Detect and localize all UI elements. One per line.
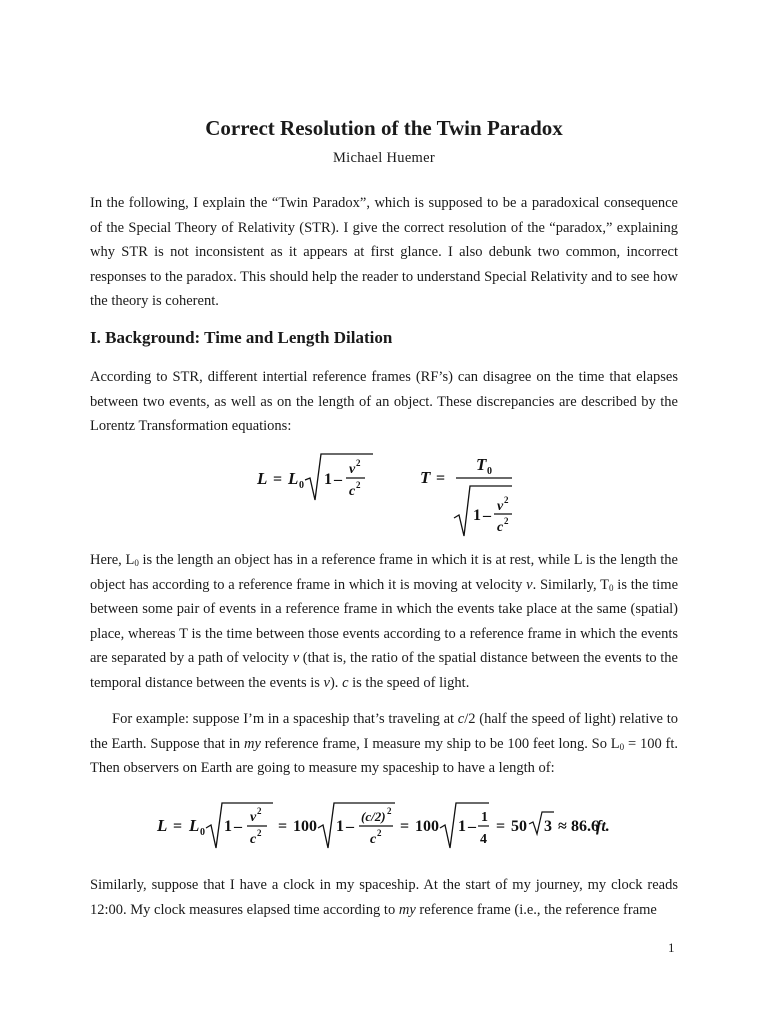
p2-e: (that is, the ratio of the spatial distance between the events to the temporal distance between the events is xyxy=(90,650,678,691)
eq3-t2-one: 1 xyxy=(336,818,344,835)
p2-a: Here, L xyxy=(90,552,135,568)
eq3-t1-den-exp: 2 xyxy=(257,828,262,838)
p3-sub: 0 xyxy=(619,741,625,752)
eq3-t2-num: (c/2) xyxy=(361,809,386,824)
length-contraction-equation xyxy=(255,448,375,508)
worked-example-equation xyxy=(155,798,615,856)
eq1-equals: = xyxy=(273,471,283,488)
eq1-minus: – xyxy=(334,471,342,488)
eq3-t3-one: 1 xyxy=(458,818,466,835)
p2-v1: v xyxy=(526,576,533,593)
section-paragraph-3 xyxy=(90,707,678,781)
eq3-equals-1: = xyxy=(173,818,183,835)
eq3-unit: ft. xyxy=(596,818,610,835)
section-paragraph-4 xyxy=(90,873,678,922)
eq3-t1-den: c xyxy=(250,832,257,847)
eq2-equals: = xyxy=(436,470,446,487)
eq3-result: 86.6 xyxy=(571,818,599,835)
eq3-fifty: 50 xyxy=(511,818,527,835)
eq3-hundred-1: 100 xyxy=(293,818,317,835)
p2-g: is the speed of light. xyxy=(348,674,470,691)
eq3-equals-4: = xyxy=(496,818,506,835)
eq1-one: 1 xyxy=(324,471,332,488)
p2-c-var: c xyxy=(342,674,349,691)
section-heading: I. Background: Time and Length Dilation xyxy=(90,328,393,347)
section-paragraph-2 xyxy=(90,548,678,695)
page-number: 1 xyxy=(668,940,675,955)
eq3-lhs: L xyxy=(157,816,168,835)
eq3-t3-num: 1 xyxy=(481,810,488,825)
eq1-den: c xyxy=(349,484,356,499)
author-name: Michael Huemer xyxy=(332,150,436,166)
p2-sub-2: 0 xyxy=(609,582,614,593)
eq1-den-exp: 2 xyxy=(356,480,361,490)
p4-a: Similarly, suppose that I have a clock in my spaceship. At the start of my journey, my clock reads 12:00. My clock measures elapsed time according to xyxy=(90,877,678,918)
eq2-lhs: T xyxy=(420,468,431,487)
intro-paragraph: In the following, I explain the “Twin Paradox”, which is supposed to be a paradoxical consequence of the Special Theory of Relativity (STR). I give the correct resolution of the “paradox,” explaining why STR is not inconsistent as it appears at first glance. I also debunk two common, incorrect responses to the paradox. This should help the reader to understand Special Relativity and to see how the theory is coherent. xyxy=(90,195,678,309)
p4-b: reference frame (i.e., the reference frame xyxy=(415,901,657,918)
p3-c: c xyxy=(457,711,465,727)
eq3-equals-3: = xyxy=(400,818,410,835)
p3-b: /2 (half the speed of light) relative to the Earth. Suppose that in xyxy=(90,711,678,752)
p2-sub-1: 0 xyxy=(134,558,139,568)
eq3-t3-minus: – xyxy=(468,818,476,835)
eq3-t1-num: v xyxy=(250,810,257,825)
eq2-den-exp: 2 xyxy=(504,516,509,526)
eq3-approx: ≈ xyxy=(558,818,567,835)
eq3-t1-one: 1 xyxy=(224,818,232,835)
p2-v2: v xyxy=(292,650,300,666)
eq3-l0: L xyxy=(189,816,200,835)
eq2-den: c xyxy=(497,520,504,535)
eq3-t2-den: c xyxy=(370,832,377,847)
section-paragraph-1: According to STR, different intertial reference frames (RF’s) can disagree on the time that elapses between two events, as well as on the length of an object. These discrepancies are described by the Lorentz Transformation equations: xyxy=(90,369,678,434)
p2-b: is the length an object has in a reference frame in which it is at rest, while L is the length the object has according to a reference frame in which it is moving at velocity xyxy=(90,552,678,593)
eq1-sub: 0 xyxy=(299,480,304,491)
p2-d: is the time between some pair of events in a reference frame in which the events take place at the same (spatial) place, whereas T is the time between those events according to a reference frame in which the events are separated by a path of velocity xyxy=(90,576,678,666)
eq2-minus: – xyxy=(483,507,491,524)
eq1-lhs: L xyxy=(257,469,268,488)
eq2-num: v xyxy=(497,499,504,514)
eq3-equals-2: = xyxy=(278,818,288,835)
eq2-exp: 2 xyxy=(504,495,509,505)
p2-c: . Similarly, T xyxy=(532,576,610,593)
eq3-t1-exp: 2 xyxy=(257,806,262,816)
eq3-t3-den: 4 xyxy=(480,832,487,847)
p3-a: For example: suppose I’m in a spaceship that’s traveling at xyxy=(112,711,458,727)
eq3-t2-exp: 2 xyxy=(387,806,392,816)
eq3-sub: 0 xyxy=(200,827,205,838)
p3-d: = 100 ft. Then observers on Earth are going to measure my spaceship to have a length of: xyxy=(90,735,679,776)
eq1-exp: 2 xyxy=(356,458,361,468)
p2-v3: v xyxy=(323,674,330,691)
paper-title: Correct Resolution of the Twin Paradox xyxy=(205,116,563,140)
p3-c-text: reference frame, I measure my ship to be 100 feet long. So L xyxy=(260,735,620,752)
eq3-hundred-2: 100 xyxy=(415,818,439,835)
eq2-one: 1 xyxy=(473,507,481,524)
p4-my: my xyxy=(398,901,416,918)
eq2-sub: 0 xyxy=(487,466,492,477)
eq3-t2-den-exp: 2 xyxy=(377,828,382,838)
eq3-three: 3 xyxy=(544,818,552,835)
eq1-num: v xyxy=(349,462,356,477)
time-dilation-equation xyxy=(418,452,518,542)
eq2-top: T xyxy=(476,455,487,474)
p3-my: my xyxy=(243,735,261,752)
p2-f: ). xyxy=(329,674,343,691)
eq3-t2-minus: – xyxy=(346,818,354,835)
eq3-t1-minus: – xyxy=(234,818,242,835)
eq1-l0: L xyxy=(288,469,299,488)
